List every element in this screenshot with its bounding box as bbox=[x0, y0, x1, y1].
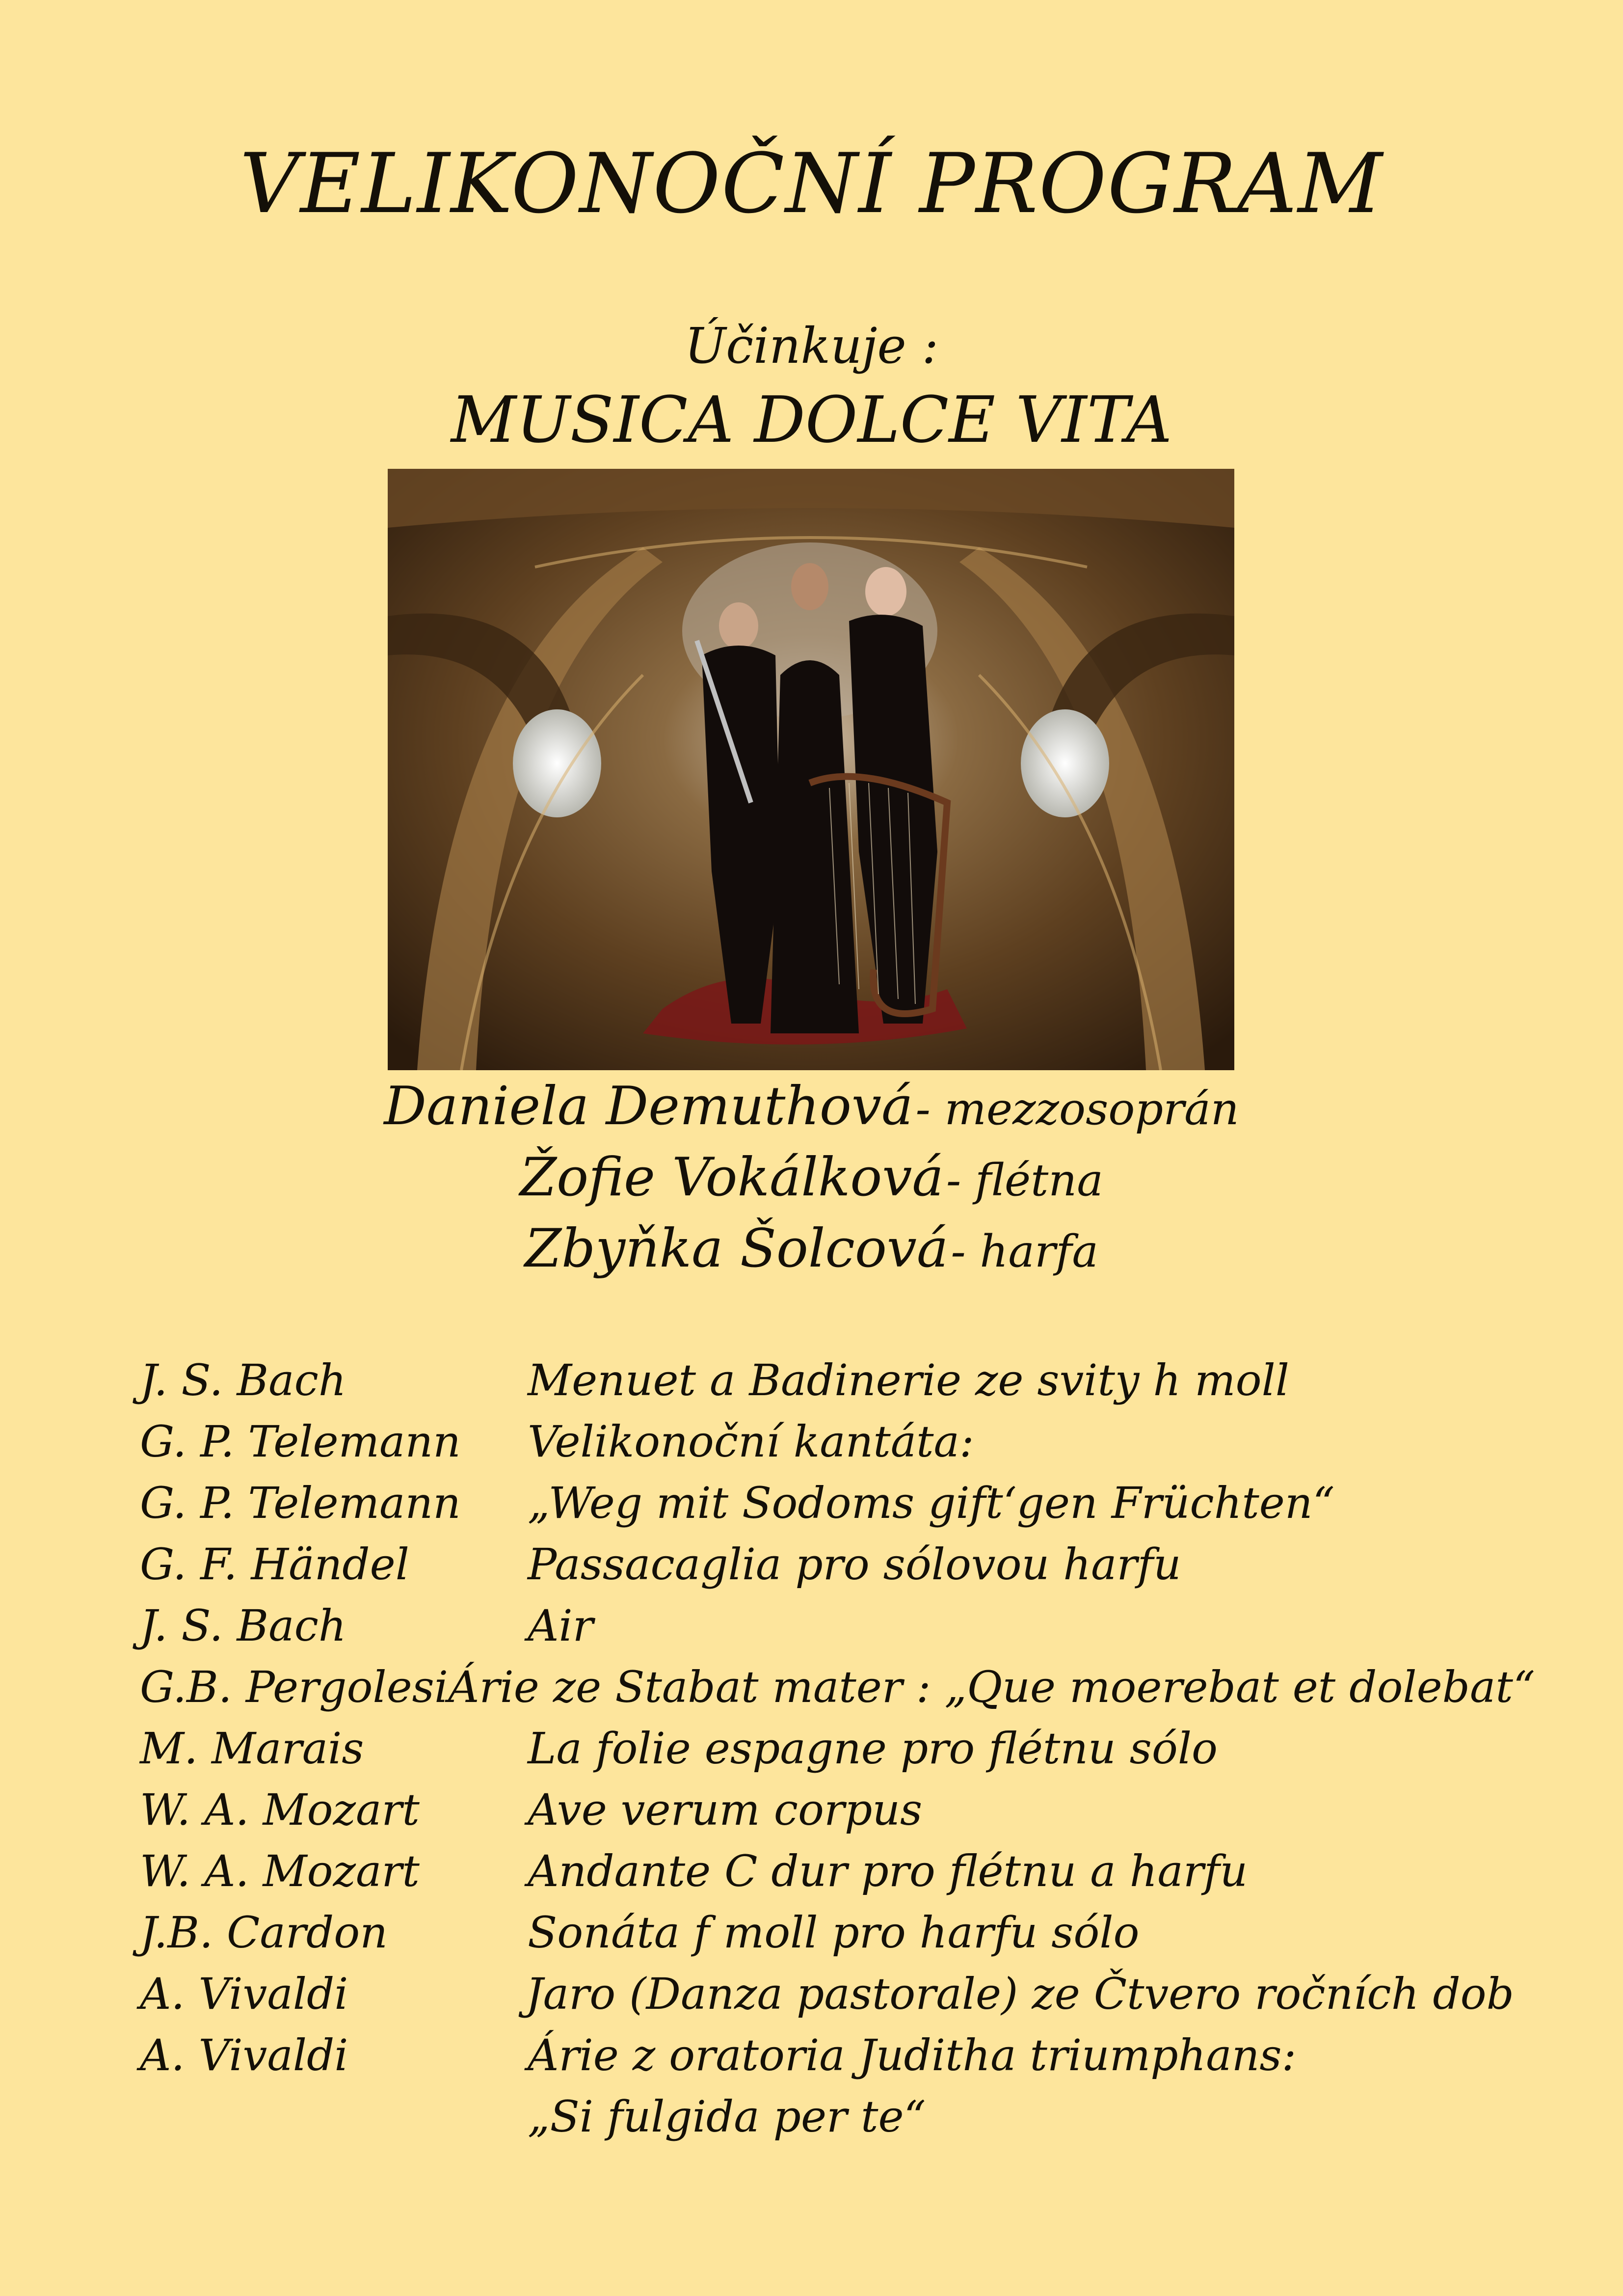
composer: W. A. Mozart bbox=[140, 1784, 420, 1835]
work-title: „Weg mit Sodoms gift‘gen Früchten“ bbox=[528, 1478, 1335, 1528]
program-row bbox=[140, 2091, 1514, 2153]
work-title: Árie ze Stabat mater : „Que moerebat et dolebat“ bbox=[448, 1662, 1535, 1712]
program-row bbox=[140, 1846, 1514, 1907]
composer: M. Marais bbox=[140, 1723, 364, 1774]
work-title: Sonáta f moll pro harfu sólo bbox=[528, 1907, 1140, 1958]
program-row bbox=[140, 1662, 1535, 1723]
composer: J.B. Cardon bbox=[140, 1907, 388, 1958]
program-row bbox=[140, 1784, 1514, 1846]
work-title: Velikonoční kantáta: bbox=[528, 1416, 974, 1467]
program-row bbox=[140, 1969, 1514, 2030]
work-title: Ave verum corpus bbox=[528, 1784, 923, 1835]
composer: G. F. Händel bbox=[140, 1539, 409, 1590]
program-row bbox=[140, 1416, 1514, 1478]
performer-3 bbox=[0, 1218, 1623, 1279]
work-title: Passacaglia pro sólovou harfu bbox=[528, 1539, 1181, 1590]
performer-role: - flétna bbox=[946, 1155, 1103, 1206]
program-row bbox=[140, 1600, 1514, 1662]
work-title: Árie z oratoria Juditha triumphans: bbox=[528, 2030, 1297, 2080]
program-row bbox=[140, 2030, 1514, 2091]
program-row bbox=[140, 1478, 1514, 1539]
work-title: La folie espagne pro flétnu sólo bbox=[528, 1723, 1218, 1774]
program-list bbox=[140, 1355, 1535, 2153]
page-title: VELIKONOČNÍ PROGRAM bbox=[239, 135, 1384, 232]
composer: A. Vivaldi bbox=[140, 2030, 348, 2080]
work-title: Air bbox=[528, 1600, 593, 1651]
program-row bbox=[140, 1723, 1514, 1784]
program-row bbox=[140, 1539, 1514, 1600]
composer: J. S. Bach bbox=[140, 1600, 346, 1651]
work-title: Menuet a Badinerie ze svity h moll bbox=[528, 1355, 1289, 1405]
composer: G. P. Telemann bbox=[140, 1478, 461, 1528]
composer: G. P. Telemann bbox=[140, 1416, 461, 1467]
program-row bbox=[140, 1355, 1514, 1416]
composer: W. A. Mozart bbox=[140, 1846, 420, 1896]
performer-name: Zbyňka Šolcová bbox=[524, 1218, 949, 1279]
performer-2 bbox=[0, 1147, 1623, 1208]
program-row bbox=[140, 1907, 1514, 1969]
performer-1 bbox=[0, 1076, 1623, 1137]
performs-label: Účinkuje : bbox=[684, 317, 939, 375]
composer: J. S. Bach bbox=[140, 1355, 346, 1405]
composer: G.B. Pergolesi bbox=[140, 1662, 448, 1712]
composer: A. Vivaldi bbox=[140, 1969, 348, 2019]
work-title: Andante C dur pro flétnu a harfu bbox=[528, 1846, 1248, 1896]
performer-role: - harfa bbox=[951, 1226, 1099, 1277]
performer-name: Daniela Demuthová bbox=[384, 1076, 913, 1137]
ensemble-photo bbox=[388, 469, 1234, 1070]
work-title: „Si fulgida per te“ bbox=[528, 2091, 926, 2142]
performer-role: - mezzosoprán bbox=[915, 1083, 1239, 1135]
ensemble-name: MUSICA DOLCE VITA bbox=[451, 382, 1172, 457]
performer-name: Žofie Vokálková bbox=[520, 1147, 944, 1208]
work-title: Jaro (Danza pastorale) ze Čtvero ročních dob bbox=[526, 1969, 1514, 2019]
